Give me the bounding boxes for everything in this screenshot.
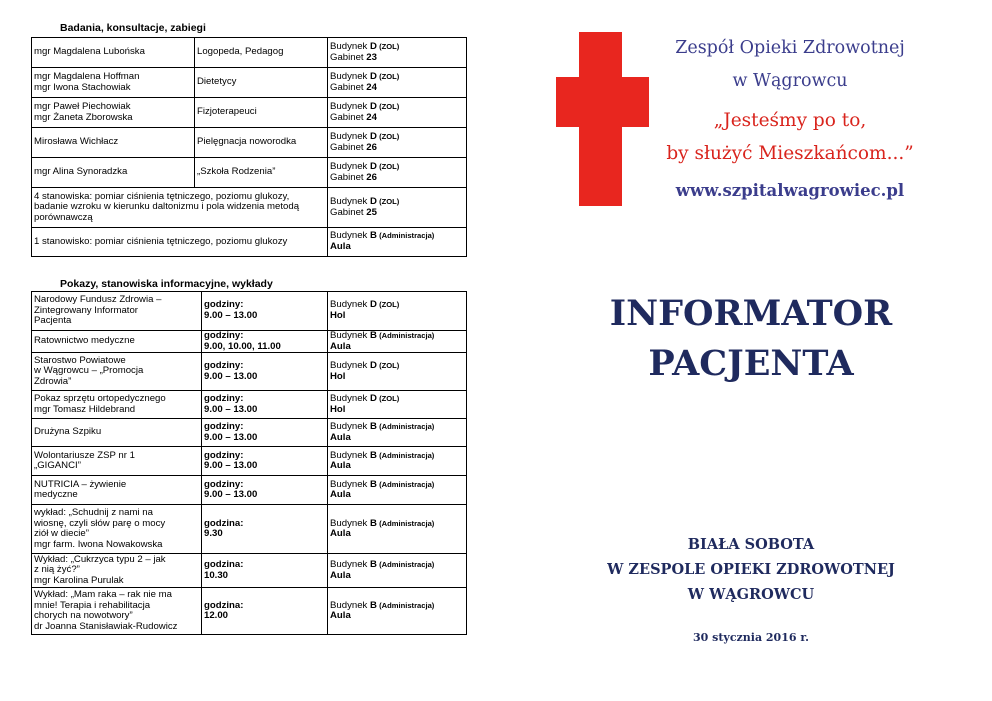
- location-cell: [328, 554, 467, 588]
- time-cell: godzina: 12.00: [202, 588, 328, 635]
- building-note: (Administracja): [376, 600, 435, 610]
- place-name: Aula: [330, 340, 351, 352]
- building-note: (Administracja): [376, 422, 435, 432]
- building-note: (ZOL): [376, 196, 400, 206]
- building-note: (ZOL): [376, 300, 400, 310]
- table-row: [32, 228, 467, 257]
- table-row: [32, 292, 467, 331]
- red-cross-icon-bar: [556, 77, 649, 127]
- room-label: Gabinet: [330, 206, 367, 218]
- location-cell: [328, 353, 467, 391]
- event-line3: W WĄGROWCU: [687, 586, 815, 603]
- event-cell: Wolontariusze ZSP nr 1 „GIGANCI”: [32, 447, 202, 476]
- building-letter: D: [370, 70, 377, 82]
- building-letter: B: [370, 599, 377, 611]
- logo-name-line1: Zespół Opieki Zdrowotnej: [675, 38, 905, 58]
- building-note: (Administracja): [376, 560, 435, 570]
- pokazy-table: [31, 291, 467, 635]
- specialty-cell: Fizjoterapeuci: [195, 98, 328, 128]
- table-row: [32, 128, 467, 158]
- room-number: Aula: [330, 241, 351, 252]
- location-cell: [328, 505, 467, 554]
- building-label: Budynek: [330, 100, 371, 112]
- building-label: Budynek: [330, 393, 371, 405]
- building-label: Budynek: [330, 599, 371, 611]
- building-note: (ZOL): [376, 361, 400, 371]
- location-cell: [328, 331, 467, 353]
- room-number: 24: [366, 111, 377, 123]
- time-cell: godziny: 9.00 – 13.00: [202, 391, 328, 419]
- place-name: Aula: [330, 460, 351, 472]
- location-cell: [328, 38, 467, 68]
- section-title-badania: Badania, konsultacje, zabiegi: [60, 22, 206, 34]
- person-cell: mgr Magdalena Lubońska: [32, 38, 195, 68]
- building-letter: B: [370, 421, 377, 433]
- building-letter: D: [370, 360, 377, 372]
- event-date: 30 stycznia 2016 r.: [693, 631, 809, 644]
- logo-slogan-line1: „Jesteśmy po to,: [713, 110, 867, 131]
- logo-slogan-line2: by służyć Mieszkańcom...”: [666, 143, 914, 164]
- place-name: Aula: [330, 431, 351, 443]
- location-cell: [328, 447, 467, 476]
- person-cell: 4 stanowiska: pomiar ciśnienia tętniczego, poziomu glukozy, badanie wzroku w kierunku daltonizmu i pola widzenia metodą porównawczą: [32, 188, 328, 228]
- event-cell: Narodowy Fundusz Zdrowia – Zintegrowany Informator Pacjenta: [32, 292, 202, 331]
- building-label: Budynek: [330, 330, 371, 341]
- building-label: Budynek: [330, 40, 371, 52]
- room-label: Gabinet: [330, 111, 367, 123]
- building-letter: D: [370, 393, 377, 405]
- room-number: 26: [366, 171, 377, 183]
- building-note: (Administracja): [376, 450, 435, 460]
- building-note: (ZOL): [376, 71, 400, 81]
- time-cell: godziny: 9.00 – 13.00: [202, 292, 328, 331]
- building-label: Budynek: [330, 70, 371, 82]
- specialty-cell: „Szkoła Rodzenia”: [195, 158, 328, 188]
- event-cell: NUTRICIA – żywienie medyczne: [32, 476, 202, 505]
- section-title-pokazy: Pokazy, stanowiska informacyjne, wykłady: [60, 278, 273, 290]
- building-label: Budynek: [330, 160, 371, 172]
- table-row: [32, 391, 467, 419]
- location-cell: [328, 128, 467, 158]
- building-letter: B: [370, 559, 377, 571]
- building-label: Budynek: [330, 360, 371, 372]
- person-cell: mgr Alina Synoradzka: [32, 158, 195, 188]
- event-line1: BIAŁA SOBOTA: [687, 536, 815, 553]
- person-cell: 1 stanowisko: pomiar ciśnienia tętniczego, poziomu glukozy: [32, 228, 328, 257]
- title-line2: PACJENTA: [648, 343, 854, 384]
- location-cell: [328, 98, 467, 128]
- building-label: Budynek: [330, 299, 371, 311]
- table-row: [32, 68, 467, 98]
- time-cell: godziny: 9.00 – 13.00: [202, 447, 328, 476]
- room-number: 23: [366, 51, 377, 63]
- location-cell: [328, 68, 467, 98]
- event-cell: Ratownictwo medyczne: [32, 331, 202, 353]
- building-note: (Administracja): [376, 231, 435, 241]
- table-row: [32, 158, 467, 188]
- table-row: [32, 447, 467, 476]
- time-cell: godziny: 9.00 – 13.00: [202, 419, 328, 447]
- person-cell: mgr Magdalena Hoffman mgr Iwona Stachowiak: [32, 68, 195, 98]
- table-row: [32, 505, 467, 554]
- building-note: (Administracja): [376, 518, 435, 528]
- event-cell: Pokaz sprzętu ortopedycznego mgr Tomasz Hildebrand: [32, 391, 202, 419]
- table-row: [32, 419, 467, 447]
- specialty-cell: Dietetycy: [195, 68, 328, 98]
- building-note: (ZOL): [376, 101, 400, 111]
- event-cell: Wykład: „Cukrzyca typu 2 – jak z nią żyć?” mgr Karolina Purulak: [32, 554, 202, 588]
- time-cell: godziny: 9.00, 10.00, 11.00: [202, 331, 328, 353]
- place-name: Hol: [330, 403, 346, 415]
- time-cell: godziny: 9.00 – 13.00: [202, 353, 328, 391]
- place-name: Hol: [330, 310, 346, 321]
- table-row: [32, 98, 467, 128]
- table-row: [32, 588, 467, 635]
- location-cell: [328, 476, 467, 505]
- specialty-cell: Pielęgnacja noworodka: [195, 128, 328, 158]
- building-label: Budynek: [330, 559, 371, 571]
- building-label: Budynek: [330, 195, 371, 207]
- title-line1: INFORMATOR: [609, 293, 893, 334]
- event-cell: wykład: „Schudnij z nami na wiosnę, czyli słów parę o mocy ziół w diecie” mgr farm. Iwona Nowakowska: [32, 505, 202, 554]
- time-cell: godziny: 9.00 – 13.00: [202, 476, 328, 505]
- building-note: (ZOL): [376, 131, 400, 141]
- event-line2: W ZESPOLE OPIEKI ZDROWOTNEJ: [607, 561, 895, 578]
- building-label: Budynek: [330, 421, 371, 433]
- room-label: Gabinet: [330, 171, 367, 183]
- room-number: 24: [366, 81, 377, 93]
- logo-website: www.szpitalwagrowiec.pl: [675, 181, 905, 200]
- table-row: [32, 188, 467, 228]
- building-letter: B: [370, 517, 377, 529]
- building-note: (ZOL): [376, 41, 400, 51]
- building-letter: D: [370, 160, 377, 172]
- building-letter: B: [370, 330, 377, 341]
- building-label: Budynek: [330, 130, 371, 142]
- building-letter: B: [370, 478, 377, 490]
- logo-name-line2: w Wągrowcu: [732, 71, 848, 91]
- building-note: (Administracja): [376, 331, 435, 340]
- place-name: Hol: [330, 370, 346, 382]
- event-cell: Drużyna Szpiku: [32, 419, 202, 447]
- place-name: Aula: [330, 489, 351, 501]
- table-row: [32, 353, 467, 391]
- building-letter: D: [370, 195, 377, 207]
- event-cell: Wykład: „Mam raka – rak nie ma mnie! Terapia i rehabilitacja chorych na nowotwory” dr Joanna Stanisławiak-Rudowicz: [32, 588, 202, 635]
- time-cell: godzina: 10.30: [202, 554, 328, 588]
- table-row: [32, 331, 467, 353]
- location-cell: [328, 158, 467, 188]
- location-cell: [328, 228, 467, 257]
- building-letter: B: [370, 230, 377, 242]
- building-letter: D: [370, 299, 377, 311]
- table-row: [32, 554, 467, 588]
- location-cell: [328, 391, 467, 419]
- building-letter: D: [370, 130, 377, 142]
- building-note: (ZOL): [376, 394, 400, 404]
- building-note: (ZOL): [376, 161, 400, 171]
- building-label: Budynek: [330, 230, 371, 242]
- building-note: (Administracja): [376, 479, 435, 489]
- building-letter: B: [370, 449, 377, 461]
- location-cell: [328, 419, 467, 447]
- room-number: 25: [366, 206, 377, 218]
- place-name: Aula: [330, 528, 351, 540]
- place-name: Aula: [330, 610, 351, 622]
- building-label: Budynek: [330, 517, 371, 529]
- badania-table: [31, 37, 467, 257]
- room-label: Gabinet: [330, 141, 367, 153]
- place-name: Aula: [330, 569, 351, 581]
- location-cell: [328, 188, 467, 228]
- room-label: Gabinet: [330, 81, 367, 93]
- person-cell: Mirosława Wichłacz: [32, 128, 195, 158]
- location-cell: [328, 588, 467, 635]
- building-label: Budynek: [330, 478, 371, 490]
- specialty-cell: Logopeda, Pedagog: [195, 38, 328, 68]
- table-row: [32, 476, 467, 505]
- room-label: Gabinet: [330, 51, 367, 63]
- person-cell: mgr Paweł Piechowiak mgr Żaneta Zborowska: [32, 98, 195, 128]
- time-cell: godzina: 9.30: [202, 505, 328, 554]
- building-letter: D: [370, 100, 377, 112]
- room-number: 26: [366, 141, 377, 153]
- table-row: [32, 38, 467, 68]
- building-label: Budynek: [330, 449, 371, 461]
- building-letter: D: [370, 40, 377, 52]
- event-cell: Starostwo Powiatowe w Wągrowcu – „Promocja Zdrowia”: [32, 353, 202, 391]
- location-cell: [328, 292, 467, 331]
